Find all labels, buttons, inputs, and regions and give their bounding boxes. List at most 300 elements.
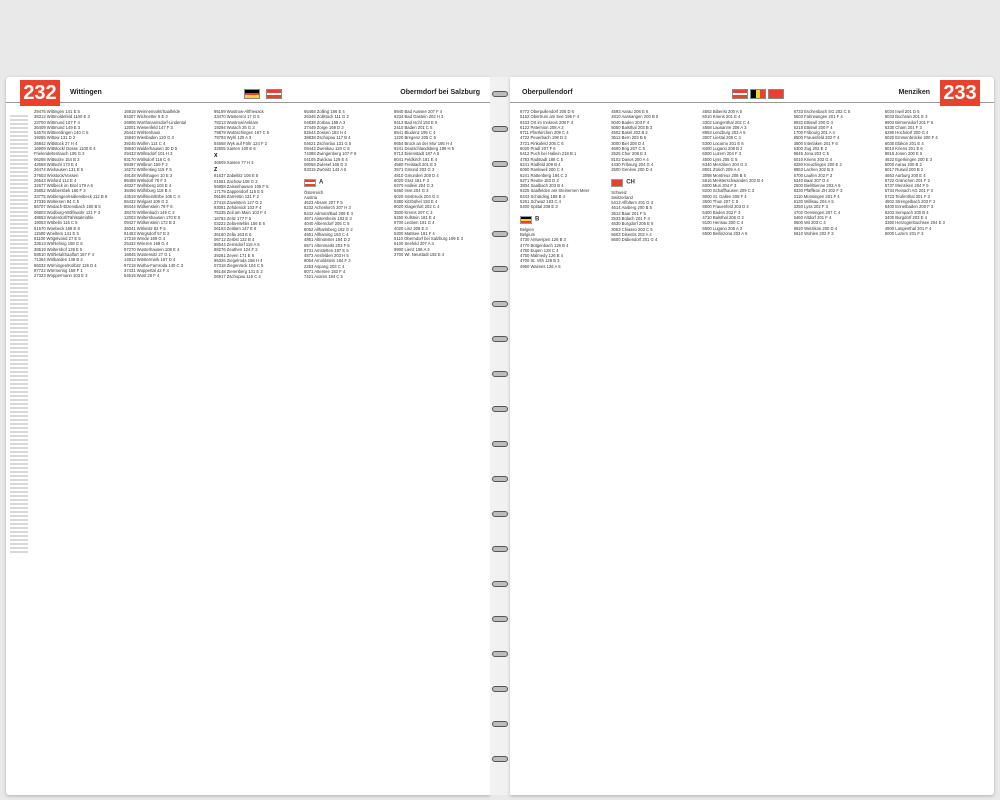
index-entry: 93315 Zwönitz 143 A 5 bbox=[304, 167, 347, 173]
index-entry: 39245 Wolfen 114 C 4 bbox=[124, 140, 166, 146]
index-entry: 9413 Bad Ischl 193 E 5 bbox=[394, 119, 438, 125]
index-entry: 37449 Zorge 169 D 3 bbox=[304, 124, 344, 130]
index-entry: 4040 Alberndorf 205 C 5 bbox=[304, 221, 350, 227]
index-entry: 4020 Linz 208 E 3 bbox=[394, 225, 428, 231]
margin-line bbox=[10, 303, 28, 305]
index-entry: 4622 Egerkingen 200 E 3 bbox=[884, 156, 933, 162]
page-number-right: 233 bbox=[940, 80, 980, 106]
index-entry: 8645 Jona 203 C 5 bbox=[793, 151, 829, 157]
margin-line bbox=[10, 351, 28, 353]
index-entry: 5723 Teufenthal 201 F 3 bbox=[884, 193, 930, 199]
binding-ring bbox=[492, 91, 508, 97]
margin-line bbox=[10, 271, 28, 273]
margin-line bbox=[10, 523, 28, 525]
margin-line bbox=[10, 339, 28, 341]
country-flag-icon bbox=[304, 179, 316, 187]
left-page-header bbox=[6, 82, 490, 104]
index-entry: 6033 Buchrain 201 E 3 bbox=[884, 114, 928, 120]
index-entry: 98444 Wolkenstein 79 F 6 bbox=[124, 204, 173, 210]
margin-line bbox=[10, 223, 28, 225]
index-entry: 9711 Pfarrkirchen 209 C 4 bbox=[520, 130, 569, 136]
index-entry: Belgium bbox=[520, 231, 536, 237]
margin-line bbox=[10, 391, 28, 393]
margin-line bbox=[10, 495, 28, 497]
index-entry: 33775 Woblengen/Hallensbeck 112 B 6 bbox=[34, 193, 108, 199]
margin-line bbox=[10, 443, 28, 445]
margin-line bbox=[10, 151, 28, 153]
index-entry: 4700 St. Vith 126 B 3 bbox=[520, 258, 560, 264]
margin-line bbox=[10, 195, 28, 197]
index-entry: 86032 Wörningen/Kolbitz 126 D 4 bbox=[34, 262, 97, 268]
index-entry: 25852 Wobbersbek 160 F 3 bbox=[34, 188, 86, 194]
index-entry: 4558 Lausanne 208 A 3 bbox=[702, 124, 747, 130]
index-entry: 6460 Altdorf 201 F 4 bbox=[793, 214, 832, 220]
index-entry: 4614 Aarberg 200 B 5 bbox=[611, 205, 652, 211]
margin-line bbox=[10, 175, 28, 177]
margin-line bbox=[10, 215, 28, 217]
margin-line bbox=[10, 319, 28, 321]
index-entry: Österreich bbox=[304, 189, 324, 195]
index-entry: 2410 Baden 201 C 5 bbox=[394, 124, 433, 130]
margin-line bbox=[10, 199, 28, 201]
index-entry: 06712 Zerbst 132 B 4 bbox=[214, 236, 255, 242]
margin-line bbox=[10, 287, 28, 289]
index-entry: 79793 Wyhl 120 A 3 bbox=[214, 135, 252, 141]
index-column bbox=[214, 109, 298, 789]
index-entry: 58510 Wöhletal/Saalfurt 167 F 4 bbox=[34, 252, 95, 258]
margin-line bbox=[10, 519, 28, 521]
index-entry: 6020 Innsbruck 204 G 3 bbox=[394, 193, 439, 199]
margin-line bbox=[10, 543, 28, 545]
margin-line bbox=[10, 315, 28, 317]
margin-line bbox=[10, 423, 28, 425]
index-entry: 5413 Affoltern 201 G 3 bbox=[611, 200, 654, 206]
index-entry: 6340 Baar 207 D 4 bbox=[793, 177, 829, 183]
index-entry: 3500 Krems 207 C 3 bbox=[394, 209, 433, 215]
margin-line bbox=[10, 159, 28, 161]
index-entry: 54578 Wittnerdingen 140 C 5 bbox=[34, 130, 89, 136]
index-entry: 8200 Schaffhausen 209 C 3 bbox=[702, 188, 755, 194]
margin-line bbox=[10, 239, 28, 241]
index-entry: Austria bbox=[304, 194, 318, 200]
index-entry: 04838 Zorbau 168 A 3 bbox=[304, 119, 346, 125]
index-entry: 36160 Zella 163 E 6 bbox=[214, 231, 252, 237]
index-entry: 4722 Peuerbach 198 D 3 bbox=[520, 135, 567, 141]
index-entry: 19255 Wittow 131 D 2 bbox=[34, 135, 76, 141]
margin-line bbox=[10, 415, 28, 417]
germany-flag-icon bbox=[244, 89, 260, 99]
index-entry: 6017 Ruswil 200 B 2 bbox=[884, 167, 924, 173]
margin-line bbox=[10, 463, 28, 465]
index-entry: 27418 Zavelstein 127 G 2 bbox=[214, 199, 262, 205]
index-entry: X bbox=[214, 153, 218, 160]
index-entry: 19053 Wöbelin 116 C 5 bbox=[34, 220, 78, 226]
index-entry: 8654 Bruck an der Mur 185 H 4 bbox=[394, 140, 453, 146]
margin-line bbox=[10, 147, 28, 149]
index-entry: 4802 Strengelbach 203 F 2 bbox=[884, 199, 936, 205]
binding-ring bbox=[492, 756, 508, 762]
margin-line bbox=[10, 227, 28, 229]
margin-line bbox=[10, 395, 28, 397]
index-entry: 6241 Rattenberg 184 C 2 bbox=[520, 172, 568, 178]
index-entry: 87722 Wörmering 158 F 1 bbox=[34, 267, 83, 273]
index-entry: 07318 Ziegenrück 104 C 5 bbox=[214, 263, 264, 269]
margin-line bbox=[10, 467, 28, 469]
index-entry: 84307 Wichnetter 9 E 3 bbox=[124, 114, 168, 120]
index-entry: 5400 Spittal 208 E 3 bbox=[520, 204, 558, 210]
index-entry: 6010 Kriens 201 E 4 bbox=[702, 114, 741, 120]
country-section bbox=[611, 179, 696, 187]
margin-line bbox=[10, 279, 28, 281]
margin-line bbox=[10, 275, 28, 277]
margin-line bbox=[10, 123, 28, 125]
margin-line bbox=[10, 323, 28, 325]
index-entry: 8916 Jonen 200 E 5 bbox=[884, 151, 923, 157]
index-entry: 4873 Ansfelden 203 H 5 bbox=[304, 253, 349, 259]
margin-line bbox=[10, 451, 28, 453]
index-entry: 8940 Bad Aussee 207 F 4 bbox=[394, 109, 443, 114]
index-entry: 5722 Gränichen 201 F 2 bbox=[884, 177, 930, 183]
index-entry: 6280 Hochdorf 200 G 4 bbox=[884, 130, 929, 136]
index-entry: 6010 Kriens 203 G 4 bbox=[793, 156, 833, 162]
index-entry: 8102 Davos 200 A 4 bbox=[611, 156, 649, 162]
austria-flag-icon bbox=[266, 89, 282, 99]
index-entry: 95326 Ziegelroda 168 H 4 bbox=[214, 258, 263, 264]
left-header-end: Obermdorf bei Salzburg bbox=[400, 89, 480, 96]
index-entry: 4780 Eupen 128 C 4 bbox=[520, 247, 559, 253]
margin-line bbox=[10, 243, 28, 245]
index-entry: 4651 Allhaming 193 C 4 bbox=[304, 231, 349, 237]
margin-line bbox=[10, 527, 28, 529]
index-entry: 4630 Burgdorf 205 E 5 bbox=[611, 221, 654, 227]
margin-line bbox=[10, 139, 28, 141]
index-column bbox=[304, 109, 388, 789]
index-entry: 8020 Graz 181 F 3 bbox=[394, 177, 429, 183]
country-code: CH bbox=[626, 178, 635, 185]
index-entry: 26474 Wixhausen 131 E 5 bbox=[34, 167, 84, 173]
margin-line bbox=[10, 255, 28, 257]
country-code: B bbox=[535, 215, 540, 222]
left-margin-lines bbox=[10, 115, 28, 789]
index-entry: 5603 Fahrwangen 201 F 4 bbox=[793, 114, 843, 120]
margin-line bbox=[10, 211, 28, 213]
margin-line bbox=[10, 427, 28, 429]
margin-line bbox=[10, 479, 28, 481]
margin-line bbox=[10, 295, 28, 297]
index-entry: 27323 Woppermann 103 E 3 bbox=[34, 273, 88, 279]
country-section bbox=[520, 216, 605, 224]
index-entry: 04105 Zwickau 129 E 4 bbox=[304, 156, 348, 162]
index-entry: 39261 Zeven 171 E 6 bbox=[214, 252, 255, 258]
index-entry: 78213 Wustrow/Anklam bbox=[214, 119, 259, 125]
margin-line bbox=[10, 435, 28, 437]
index-entry: 6330 Cham 201 F 3 bbox=[884, 124, 922, 130]
index-entry: 4770 Bütgenbach 126 B 4 bbox=[520, 242, 569, 248]
margin-line bbox=[10, 511, 28, 513]
index-entry: 93170 Wöllsdorf 116 C 6 bbox=[124, 156, 170, 162]
index-entry: 4900 Langenthal 201 F 4 bbox=[884, 225, 932, 231]
index-entry: 3721 Pinkafeld 205 C 6 bbox=[520, 140, 564, 146]
margin-line bbox=[10, 335, 28, 337]
index-entry: 8500 Frauenfeld 203 D 4 bbox=[702, 204, 749, 210]
index-entry: 3250 Lyss 202 F 3 bbox=[793, 204, 828, 210]
margin-line bbox=[10, 371, 28, 373]
index-entry: 06288 Wittsulze 154 B 3 bbox=[34, 156, 80, 162]
index-column bbox=[794, 109, 879, 789]
margin-line bbox=[10, 347, 28, 349]
binding-ring bbox=[492, 441, 508, 447]
margin-line bbox=[10, 399, 28, 401]
index-entry: 4671 Aistersheim 183 E 3 bbox=[304, 216, 352, 222]
country-section bbox=[304, 179, 388, 187]
index-entry: 9900 Lienz 196 A 3 bbox=[394, 246, 430, 252]
index-entry: 5603 Disentis 202 A 4 bbox=[611, 231, 652, 237]
index-entry: 38519 Woltershof 139 E 5 bbox=[34, 246, 83, 252]
index-entry: 97218 Wutha-Farnroda 140 C 3 bbox=[124, 262, 184, 268]
index-column bbox=[885, 109, 970, 789]
index-entry: 3800 Interlaken 201 F 6 bbox=[793, 140, 838, 146]
index-entry: 6034 Inwil 201 D 5 bbox=[884, 109, 920, 114]
margin-line bbox=[10, 491, 28, 493]
margin-line bbox=[10, 267, 28, 269]
index-entry: 6250 Kufstein 181 E 4 bbox=[394, 214, 436, 220]
margin-line bbox=[10, 251, 28, 253]
binding-ring bbox=[492, 406, 508, 412]
index-entry: 97270 Wusterhausen 108 E 4 bbox=[124, 246, 180, 252]
index-entry: 09427 Wolkenstein 172 B 3 bbox=[124, 220, 176, 226]
margin-line bbox=[10, 355, 28, 357]
index-entry: 6000 Muri 204 F 3 bbox=[702, 183, 737, 189]
index-entry: 6700 Laufen 202 F 3 bbox=[793, 172, 833, 178]
index-entry: 8600 Dübendorf 201 G 4 bbox=[611, 237, 658, 243]
index-entry: 2525 Chur 208 E 3 bbox=[611, 151, 647, 157]
margin-line bbox=[10, 407, 28, 409]
index-entry: 8932 Ettiswil 200 D 4 bbox=[793, 119, 833, 125]
index-entry: 06803 Wodburg-Wölfswohr 121 F 3 bbox=[34, 209, 101, 215]
index-entry: 4600 Brig 207 C 5 bbox=[611, 146, 645, 152]
index-entry: 16272 Wölfentieg 115 F 5 bbox=[124, 167, 172, 173]
index-entry: 01561 Zachow 108 G 2 bbox=[214, 178, 258, 184]
margin-line bbox=[10, 259, 28, 261]
index-entry: 54516 Wust 26 F 4 bbox=[124, 273, 160, 279]
index-entry: 5152 Obertrum am See 195 F 4 bbox=[520, 114, 580, 120]
margin-line bbox=[10, 531, 28, 533]
index-entry: 48653 Woderdorf/Fählstalmühle bbox=[34, 214, 94, 220]
binding-ring bbox=[492, 476, 508, 482]
index-entry: 3612 Baar 201 F 5 bbox=[611, 210, 646, 216]
index-entry: 29475 Wittingen 141 E 5 bbox=[34, 109, 80, 114]
margin-line bbox=[10, 459, 28, 461]
index-entry: 25432 Wriezen 169 G 4 bbox=[124, 241, 169, 247]
index-entry: 91453 Würgsdorf 57 E 2 bbox=[124, 230, 170, 236]
index-entry: 8442 Admont/Bad 208 E 4 bbox=[304, 210, 353, 216]
index-entry: 5261 Schwaz 183 C 4 bbox=[520, 199, 561, 205]
index-entry: 8903 Birmensdorf 201 F 5 bbox=[884, 119, 934, 125]
index-entry: 9433 Ort im Innkreis 208 F 4 bbox=[520, 119, 574, 125]
index-entry: 4623 Absam 207 F 5 bbox=[304, 200, 343, 206]
margin-line bbox=[10, 539, 28, 541]
index-entry: 2700 Wr. Neustadt 192 E 4 bbox=[394, 252, 445, 258]
index-entry: 29433 Wöllnsdorf 101 H 3 bbox=[124, 151, 173, 157]
index-entry: 32677 Wölbeck im Eitel 179 A 6 bbox=[34, 183, 93, 189]
index-entry: 4593 Aarau 206 E 6 bbox=[611, 109, 649, 114]
index-entry: 96489 Wölsdorf 76 F 3 bbox=[124, 177, 167, 183]
index-entry: 61100 Wögelvand 27 E 5 bbox=[34, 236, 81, 242]
index-entry: 8001 Zürich 209 A 4 bbox=[702, 167, 740, 173]
index-entry: 2500 Genève 200 D 4 bbox=[611, 167, 653, 173]
margin-line bbox=[10, 235, 28, 237]
index-entry: 06917 Zschopau 115 C 4 bbox=[214, 273, 261, 279]
index-entry: 6218 Ettiswil 200 F 4 bbox=[793, 124, 833, 130]
index-entry: 8731 Amstetten 197 E 5 bbox=[304, 247, 349, 253]
index-entry: 26842 Wittstock 27 H 4 bbox=[34, 140, 78, 146]
index-entry: 6122 Paternion 208 A 3 bbox=[520, 124, 564, 130]
index-entry: 2253 Aspang 203 C 4 bbox=[304, 263, 345, 269]
index-entry: 6010 Kriens 201 E 6 bbox=[884, 146, 923, 152]
binding-ring bbox=[492, 336, 508, 342]
index-entry: 43519 Wolfstein/Erbe 106 C 4 bbox=[124, 193, 180, 199]
margin-line bbox=[10, 155, 28, 157]
margin-line bbox=[10, 455, 28, 457]
index-entry: 17219 Wrede 169 G 4 bbox=[124, 236, 166, 242]
index-entry: 48327 Wolfsberg 103 E 4 bbox=[124, 183, 172, 189]
index-entry: 3053 Chiasso 203 C 5 bbox=[611, 226, 653, 232]
index-entry: 5616 Meisterschwanden 202 B 4 bbox=[702, 177, 764, 183]
margin-line bbox=[10, 231, 28, 233]
index-column bbox=[611, 109, 696, 789]
margin-line bbox=[10, 331, 28, 333]
margin-line bbox=[10, 499, 28, 501]
index-entry: 6340 Menziken 204 G 3 bbox=[702, 161, 747, 167]
index-entry: 4580 Freistadt 201 E 3 bbox=[394, 161, 437, 167]
left-page bbox=[6, 77, 490, 795]
index-entry: 16818 Weinnemarkt/Saalfelde bbox=[124, 109, 181, 114]
index-entry: 8071 Attersee 183 F 4 bbox=[304, 269, 346, 275]
index-entry: 8953 Lenzburg 203 A 5 bbox=[702, 130, 746, 136]
margin-line bbox=[10, 535, 28, 537]
index-entry: 7421 Axams 194 C 5 bbox=[304, 274, 343, 280]
index-entry: 8330 Pfäffikon ZH 202 F 3 bbox=[793, 188, 843, 194]
binding-ring bbox=[492, 616, 508, 622]
index-entry: 38476 Wöllenbach 149 C 2 bbox=[124, 209, 175, 215]
margin-line bbox=[10, 131, 28, 133]
index-entry: 6380 Kitzbühel 193 E 4 bbox=[394, 199, 438, 205]
index-entry: 74388 Zwingenberg 107 F 6 bbox=[304, 151, 357, 157]
margin-line bbox=[10, 375, 28, 377]
binding-ring bbox=[492, 721, 508, 727]
index-entry: 66707 Wodach-Elzensbach 180 B 5 bbox=[34, 204, 101, 210]
index-entry: 6900 Lugano 206 A 3 bbox=[702, 225, 742, 231]
index-entry: 09443 Zwenkau 120 C 5 bbox=[304, 146, 350, 152]
index-entry: 4861 Altmünster 194 D 2 bbox=[304, 237, 351, 243]
index-column bbox=[394, 109, 478, 789]
margin-line bbox=[10, 363, 28, 365]
index-entry: 33470 Wüstenrot 17 G 5 bbox=[214, 114, 260, 120]
index-entry: 06198 Zarrentin 131 F 2 bbox=[214, 194, 259, 200]
index-entry: 23700 Wittmund 107 F 4 bbox=[34, 119, 80, 125]
index-entry: 36041 Wölsnitz 82 F 5 bbox=[124, 225, 166, 231]
index-entry: 2500 Biel/Bienne 203 A 6 bbox=[793, 183, 841, 189]
margin-line bbox=[10, 483, 28, 485]
index-column bbox=[124, 109, 208, 789]
index-entry: 37603 Wixstock/Vossen bbox=[34, 172, 79, 178]
right-header-start: Oberpullendorf bbox=[522, 89, 573, 96]
index-entry: 1700 Fribourg 201 A 4 bbox=[793, 130, 835, 136]
index-entry: 84568 Wyk auf Föhr 124 F 2 bbox=[214, 140, 268, 146]
index-entry: 37336 Woltersen 84 C 5 bbox=[34, 199, 80, 205]
index-entry: 4810 Aarwangen 200 B 5 bbox=[611, 114, 659, 120]
index-entry: 6241 Radfeld 209 B 4 bbox=[520, 161, 561, 167]
index-entry: 93051 Zehdenick 103 F 4 bbox=[214, 205, 262, 211]
binding-ring bbox=[492, 301, 508, 307]
index-entry: 04621 Zschorlau 131 G 5 bbox=[304, 140, 352, 146]
index-entry: 4950 Waimes 126 A 5 bbox=[520, 263, 561, 269]
index-entry: 3110 Münsingen 201 F 4 bbox=[793, 193, 840, 199]
index-entry: 9713 Eisenstadt 197 A 5 bbox=[394, 151, 440, 157]
index-entry: 8041 Feldkirch 181 E 4 bbox=[394, 156, 438, 162]
index-entry: 4750 Malmedy 126 B 4 bbox=[520, 253, 564, 259]
index-entry: 6060 Rankweil 200 C 4 bbox=[520, 167, 564, 173]
index-entry: 59497 Wölbrun 159 F 2 bbox=[124, 161, 168, 167]
margin-line bbox=[10, 383, 28, 385]
index-entry: 6100 Seefeld 207 A 4 bbox=[394, 241, 434, 247]
index-entry: 5400 Baden 202 F 3 bbox=[702, 209, 741, 215]
margin-line bbox=[10, 439, 28, 441]
index-entry: 8853 Lachen 202 B 3 bbox=[793, 167, 834, 173]
index-entry: 8054 Arnoldstein 184 F 3 bbox=[304, 258, 351, 264]
index-entry: 12001 Wiesenfeld 147 F 3 bbox=[124, 124, 173, 130]
margin-line bbox=[10, 167, 28, 169]
index-entry: 03222 Zella-Mehlis 156 E 6 bbox=[214, 220, 265, 226]
index-entry: 8500 Frauenfeld 202 F 4 bbox=[793, 135, 840, 141]
index-entry: 79879 Wutöschingen 167 C 5 bbox=[214, 130, 270, 136]
left-header-start: Wittingen bbox=[70, 89, 102, 96]
margin-line bbox=[10, 327, 28, 329]
index-entry: 6000 Luzern 204 F 3 bbox=[702, 151, 742, 157]
index-entry: 8280 Kreuzlingen 200 E 2 bbox=[793, 161, 842, 167]
austria-flag-icon bbox=[732, 89, 748, 99]
index-entry: 9500 Wil 203 C 4 bbox=[793, 220, 826, 226]
margin-line bbox=[10, 135, 28, 137]
index-entry: 5040 Baden 203 F 4 bbox=[611, 119, 650, 125]
index-entry: 5412 Puch bei Hallein 218 B 1 bbox=[520, 151, 577, 157]
index-column bbox=[520, 109, 605, 789]
margin-line bbox=[10, 475, 28, 477]
index-entry: 6232 Achenkirch 207 H 3 bbox=[304, 205, 351, 211]
index-entry: 8400 Lugano 208 B 2 bbox=[702, 146, 743, 152]
index-entry: 16845 Wusterwitz 27 G 1 bbox=[124, 252, 171, 258]
index-entry: 75335 Zeil am Main 103 F 4 bbox=[214, 210, 267, 216]
index-entry: 32805 Xanten 100 E 6 bbox=[214, 146, 256, 152]
index-entry: 12003 Woltershausen 170 E 5 bbox=[124, 214, 181, 220]
right-columns bbox=[520, 109, 970, 789]
index-entry: 9241 Deutschlandsberg 196 H 5 bbox=[394, 146, 455, 152]
index-entry: 91637 Zabeltitz 106 E 5 bbox=[214, 173, 259, 179]
margin-line bbox=[10, 367, 28, 369]
belgium-flag-icon bbox=[750, 89, 766, 99]
index-entry: 6203 Sempach 200 B 4 bbox=[884, 209, 929, 215]
index-entry: 3400 Burgdorf 203 E 4 bbox=[884, 214, 927, 220]
right-header-end: Menziken bbox=[898, 89, 930, 96]
index-entry: 88276 Zeuthen 124 F 2 bbox=[214, 247, 258, 253]
index-entry: 26543 Wixford 112 E 4 bbox=[34, 177, 77, 183]
binding-ring bbox=[492, 126, 508, 132]
index-entry: 17179 Zappendorf 115 E 5 bbox=[214, 189, 264, 195]
index-entry: 26906 Worthmannsdorf-Lindental bbox=[124, 119, 187, 125]
binding-ring bbox=[492, 196, 508, 202]
margin-line bbox=[10, 263, 28, 265]
index-entry: 4663 Aarburg 200 E 4 bbox=[884, 172, 926, 178]
